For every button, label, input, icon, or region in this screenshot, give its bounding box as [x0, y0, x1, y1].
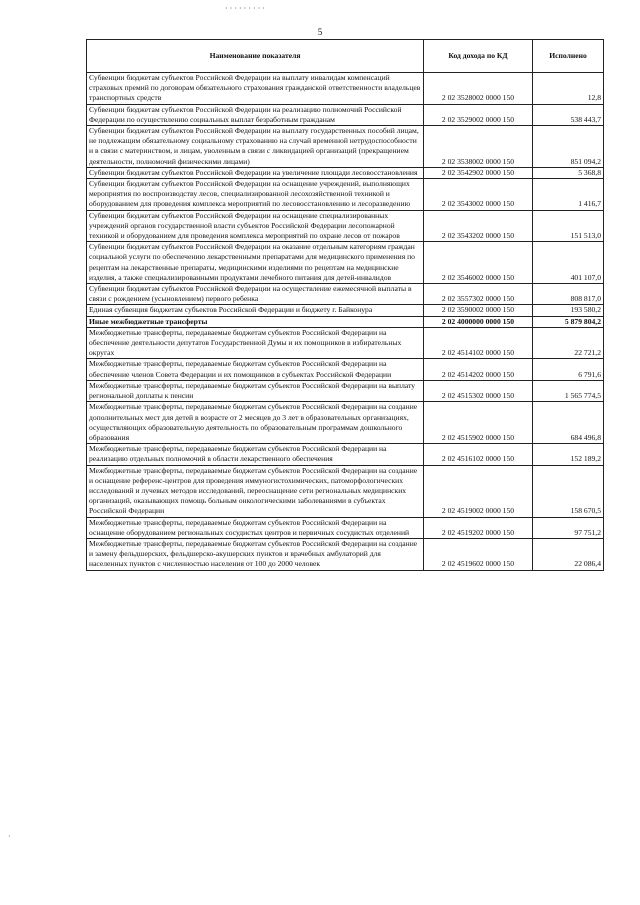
row-value: 5 879 804,2: [533, 316, 604, 327]
table-row: [87, 167, 604, 178]
table-header-row: [87, 40, 604, 73]
row-value: 158 670,5: [533, 465, 604, 517]
row-value: 193 580,2: [533, 305, 604, 316]
table-row: [87, 538, 604, 570]
row-code: 2 02 3529002 0000 150: [424, 104, 533, 125]
table-row: [87, 210, 604, 242]
table-row: [87, 305, 604, 316]
row-code: 2 02 3538002 0000 150: [424, 126, 533, 168]
row-value: 22 086,4: [533, 538, 604, 570]
row-name: Субвенции бюджетам субъектов Российской Федерации на увеличение площади лесовосстановления: [87, 167, 424, 178]
row-value: 5 368,8: [533, 167, 604, 178]
row-name: Субвенции бюджетам субъектов Российской Федерации на оснащение специализированных учреждений органов государственной власти субъектов Российской Федерации лесопожарной техникой и оборудованием для проведения комплекса мероприятий по охране лесов от пожаров: [87, 210, 424, 242]
row-code: 2 02 3542902 0000 150: [424, 167, 533, 178]
row-name: Субвенции бюджетам субъектов Российской Федерации на выплату инвалидам компенсаций страховых премий по договорам обязательного страхования гражданской ответственности владельцев транспортных средств: [87, 73, 424, 105]
row-code: 2 02 4519602 0000 150: [424, 538, 533, 570]
row-name: Межбюджетные трансферты, передаваемые бюджетам субъектов Российской Федерации на создание дополнительных мест для детей в возрасте от 2 месяцев до 3 лет в образовательных организациях, осуществляющих образовательную деятельность по образовательным программам дошкольного образования: [87, 402, 424, 444]
row-name: Межбюджетные трансферты, передаваемые бюджетам субъектов Российской Федерации на обеспечение деятельности депутатов Государственной Думы и их помощников в избирательных округах: [87, 327, 424, 359]
row-value: 151 513,0: [533, 210, 604, 242]
scan-mark: · · · · · · · · ·: [225, 4, 265, 13]
page-number: 5: [317, 27, 323, 37]
table-row: [87, 517, 604, 538]
row-code: 2 02 4515902 0000 150: [424, 402, 533, 444]
row-name: Субвенции бюджетам субъектов Российской Федерации на оказание отдельным категориям граждан социальной услуги по обеспечению лекарственными препаратами для медицинского применения по рецептам на лекарственные препараты, медицинскими изделиями по рецептам на медицинские изделия, а также специализированными продуктами лечебного питания для детей-инвалидов: [87, 242, 424, 284]
header-name: Наименование показателя: [87, 40, 424, 73]
table-row: [87, 126, 604, 168]
table-row: [87, 327, 604, 359]
row-code: 2 02 3543202 0000 150: [424, 210, 533, 242]
row-value: 97 751,2: [533, 517, 604, 538]
row-code: 2 02 3590002 0000 150: [424, 305, 533, 316]
scan-dot: ·: [8, 832, 11, 841]
row-value: 851 094,2: [533, 126, 604, 168]
row-value: 808 817,0: [533, 284, 604, 305]
row-value: 22 721,2: [533, 327, 604, 359]
table-row: [87, 359, 604, 380]
row-code: 2 02 3528002 0000 150: [424, 73, 533, 105]
row-code: 2 02 4514202 0000 150: [424, 359, 533, 380]
row-name: Субвенции бюджетам субъектов Российской Федерации на оснащение учреждений, выполняющих мероприятия по воспроизводству лесов, специализированной лесохозяйственной техникой и оборудованием для проведения комплекса мероприятий по лесовосстановлению и лесоразведению: [87, 179, 424, 211]
row-value: 152 189,2: [533, 444, 604, 465]
row-name: Межбюджетные трансферты, передаваемые бюджетам субъектов Российской Федерации на реализацию отдельных полномочий в области лекарственного обеспечения: [87, 444, 424, 465]
row-code: 2 02 3557302 0000 150: [424, 284, 533, 305]
table-row: [87, 104, 604, 125]
row-code: 2 02 4514102 0000 150: [424, 327, 533, 359]
table-row: [87, 179, 604, 211]
table-row: [87, 465, 604, 517]
table-row: [87, 402, 604, 444]
table-row: [87, 316, 604, 327]
row-name: Субвенции бюджетам субъектов Российской Федерации на реализацию полномочий Российской Федерации по осуществлению социальных выплат безработным гражданам: [87, 104, 424, 125]
row-value: 538 443,7: [533, 104, 604, 125]
row-name: Межбюджетные трансферты, передаваемые бюджетам субъектов Российской Федерации на обеспечение членов Совета Федерации и их помощников в субъектах Российской Федерации: [87, 359, 424, 380]
table-row: [87, 73, 604, 105]
row-code: 2 02 4516102 0000 150: [424, 444, 533, 465]
row-code: 2 02 3546002 0000 150: [424, 242, 533, 284]
row-name: Межбюджетные трансферты, передаваемые бюджетам субъектов Российской Федерации на выплату региональной доплаты к пенсии: [87, 380, 424, 401]
row-value: 12,8: [533, 73, 604, 105]
table-row: [87, 444, 604, 465]
header-value: Исполнено: [533, 40, 604, 73]
table-row: [87, 380, 604, 401]
row-value: 1 565 774,5: [533, 380, 604, 401]
row-value: 6 791,6: [533, 359, 604, 380]
row-name: Единая субвенция бюджетам субъектов Российской Федерации и бюджету г. Байконура: [87, 305, 424, 316]
header-code: Код дохода по КД: [424, 40, 533, 73]
revenue-table: [86, 39, 604, 571]
row-code: 2 02 3543002 0000 150: [424, 179, 533, 211]
row-name: Межбюджетные трансферты, передаваемые бюджетам субъектов Российской Федерации на оснащение оборудованием региональных сосудистых центров и первичных сосудистых отделений: [87, 517, 424, 538]
table-body: [87, 73, 604, 571]
row-name: Межбюджетные трансферты, передаваемые бюджетам субъектов Российской Федерации на создание и замену фельдшерских, фельдшерско-акушерских пунктов и врачебных амбулаторий для населенных пунктов с численностью населения от 100 до 2000 человек: [87, 538, 424, 570]
row-code: 2 02 4000000 0000 150: [424, 316, 533, 327]
row-code: 2 02 4515302 0000 150: [424, 380, 533, 401]
table-row: [87, 284, 604, 305]
row-name: Межбюджетные трансферты, передаваемые бюджетам субъектов Российской Федерации на создание и оснащение референс-центров для проведения иммуногистохимических, патоморфологических исследований и лучевых методов исследований, переоснащение сети региональных медицинских организаций, оказывающих помощь больным онкологическими заболеваниями в субъектах Российской Федерации: [87, 465, 424, 517]
row-value: 1 416,7: [533, 179, 604, 211]
row-name: Субвенции бюджетам субъектов Российской Федерации на выплату государственных пособий лицам, не подлежащим обязательному социальному страхованию на случай временной нетрудоспособности и в связи с материнством, и лицам, уволенным в связи с ликвидацией организаций (прекращением деятельности, полномочий физическими лицами): [87, 126, 424, 168]
row-value: 684 496,8: [533, 402, 604, 444]
row-name: Субвенции бюджетам субъектов Российской Федерации на осуществление ежемесячной выплаты в связи с рождением (усыновлением) первого ребенка: [87, 284, 424, 305]
row-code: 2 02 4519202 0000 150: [424, 517, 533, 538]
row-name: Иные межбюджетные трансферты: [87, 316, 424, 327]
row-value: 401 107,0: [533, 242, 604, 284]
row-code: 2 02 4519002 0000 150: [424, 465, 533, 517]
table-row: [87, 242, 604, 284]
